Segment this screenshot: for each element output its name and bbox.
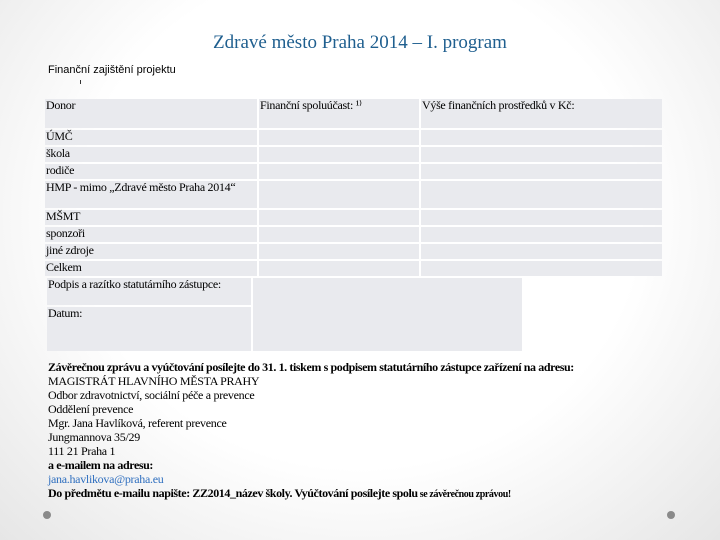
- email-intro: a e-mailem na adresu:: [48, 458, 154, 472]
- address-line: 111 21 Praha 1: [48, 444, 116, 458]
- signature-table: [45, 276, 524, 353]
- table-cell[interactable]: [421, 181, 662, 208]
- table-row-label: rodiče: [45, 164, 257, 179]
- table-cell[interactable]: [259, 181, 419, 208]
- table-cell[interactable]: [259, 130, 419, 145]
- table-row-label: sponzoři: [45, 227, 257, 242]
- section-subtitle: Finanční zajištění projektu: [48, 64, 176, 76]
- tick-mark: [80, 80, 81, 84]
- final-instruction-small: se závěrečnou zprávou!: [417, 489, 511, 500]
- table-cell[interactable]: [259, 261, 419, 276]
- table-row-label: MŠMT: [45, 210, 257, 225]
- table-cell[interactable]: [421, 261, 662, 276]
- address-line: Mgr. Jana Havlíková, referent prevence: [48, 416, 227, 430]
- instruction-text: Závěrečnou zprávu a vyúčtování posílejte do 31. 1. tiskem s podpisem statutárního zástupce zařízení na adresu:: [48, 360, 574, 374]
- submission-notes: [48, 360, 574, 502]
- table-cell[interactable]: [259, 210, 419, 225]
- signature-field[interactable]: [253, 278, 522, 351]
- table-row-label: jiné zdroje: [45, 244, 257, 259]
- table-cell[interactable]: [421, 130, 662, 145]
- header-donor: Donor: [45, 99, 257, 128]
- table-row-label: škola: [45, 147, 257, 162]
- address-line: Odbor zdravotnictví, sociální péče a prevence: [48, 388, 255, 402]
- email-link[interactable]: jana.havlikova@praha.eu: [48, 472, 164, 486]
- table-row-label: Celkem: [45, 261, 257, 276]
- address-line: Jungmannova 35/29: [48, 430, 140, 444]
- signature-label: Podpis a razítko statutárního zástupce:: [47, 278, 251, 305]
- table-cell[interactable]: [421, 147, 662, 162]
- address-line: Oddělení prevence: [48, 402, 134, 416]
- table-cell[interactable]: [421, 244, 662, 259]
- final-instruction: Do předmětu e-mailu napište: ZZ2014_název školy. Vyúčtování posílejte spolu: [48, 486, 418, 500]
- table-row-label: HMP - mimo „Zdravé město Praha 2014“: [45, 181, 257, 208]
- table-cell[interactable]: [259, 244, 419, 259]
- funding-table: [43, 97, 664, 278]
- header-amount: Výše finančních prostředků v Kč:: [421, 99, 662, 128]
- date-label: Datum:: [47, 307, 251, 351]
- table-cell[interactable]: [421, 227, 662, 242]
- bullet-icon: [43, 511, 51, 519]
- table-cell[interactable]: [421, 210, 662, 225]
- table-cell[interactable]: [259, 147, 419, 162]
- page-title: Zdravé město Praha 2014 – I. program: [213, 32, 507, 53]
- bullet-icon: [667, 511, 675, 519]
- table-cell[interactable]: [259, 227, 419, 242]
- address-line: MAGISTRÁT HLAVNÍHO MĚSTA PRAHY: [48, 374, 260, 388]
- table-cell[interactable]: [259, 164, 419, 179]
- header-cofinancing: Finanční spoluúčast: ¹⁾: [259, 99, 419, 128]
- table-cell[interactable]: [421, 164, 662, 179]
- table-row-label: ÚMČ: [45, 130, 257, 145]
